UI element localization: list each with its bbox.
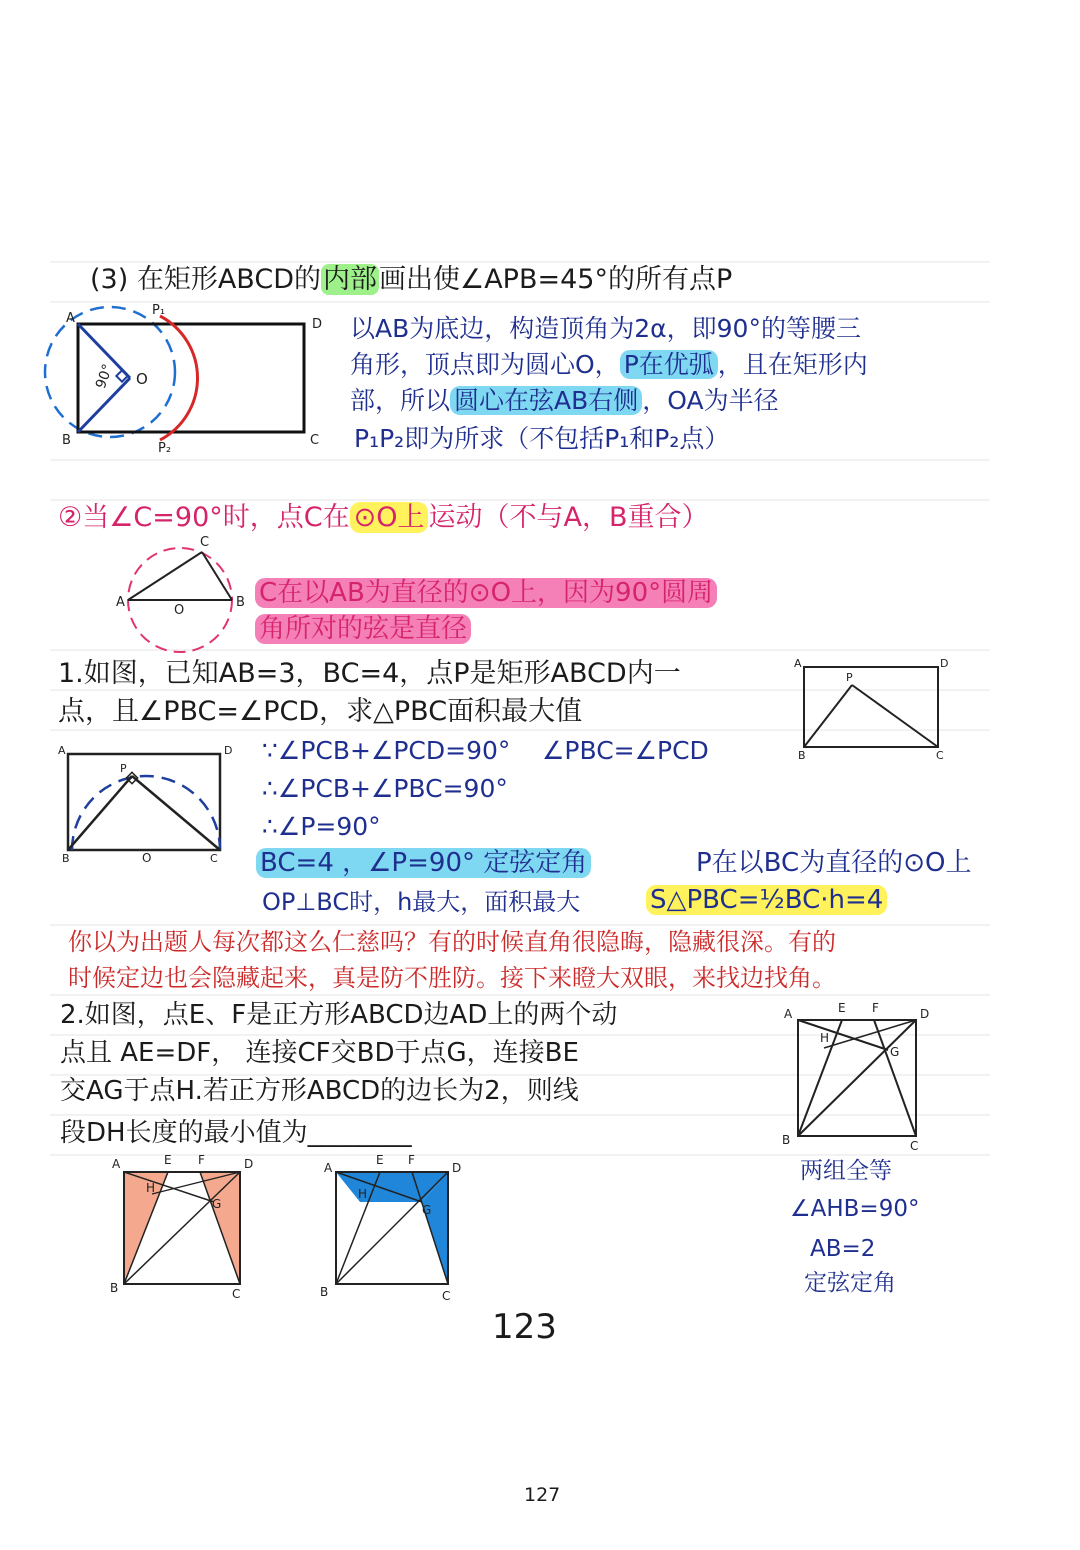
problem2-side-line2: ∠AHB=90° bbox=[790, 1196, 920, 1222]
svg-text:B: B bbox=[110, 1281, 119, 1295]
problem1-text-line1: 1.如图，已知AB=3，BC=4，点P是矩形ABCD内一 bbox=[58, 658, 681, 689]
svg-text:E: E bbox=[164, 1153, 172, 1167]
section3-title: (3) 在矩形ABCD的内部画出使∠APB=45°的所有点P bbox=[90, 264, 733, 295]
label-b: B bbox=[62, 433, 71, 448]
problem1-solution-line1b: ∠PBC=∠PCD bbox=[542, 736, 709, 765]
remark-line1: 你以为出题人每次都这么仁慈吗？有的时候直角很隐晦，隐藏很深。有的 bbox=[68, 928, 836, 956]
svg-text:B: B bbox=[236, 595, 245, 610]
svg-text:H: H bbox=[358, 1187, 368, 1201]
section2-figure bbox=[110, 534, 250, 654]
problem2-figure-right bbox=[778, 998, 938, 1158]
section3-note-line1: 以AB为底边，构造顶角为2α，即90°的等腰三 bbox=[350, 314, 861, 343]
problem2-side-line3: AB=2 bbox=[810, 1236, 876, 1262]
problem1-solution-line2: ∴∠PCB+∠PBC=90° bbox=[262, 774, 508, 803]
svg-text:A: A bbox=[794, 657, 802, 670]
svg-text:F: F bbox=[198, 1153, 205, 1167]
problem2-figure-blue bbox=[312, 1150, 472, 1303]
problem1-solution-line5: OP⊥BC时，h最大，面积最大 bbox=[262, 888, 581, 916]
problem1-figure-left bbox=[50, 740, 240, 865]
svg-text:E: E bbox=[838, 1001, 846, 1015]
problem2-text-line3: 交AG于点H.若正方形ABCD的边长为2，则线 bbox=[60, 1076, 579, 1106]
svg-text:C: C bbox=[442, 1289, 451, 1303]
remark-line2: 时候定边也会隐藏起来，真是防不胜防。接下来瞪大双眼，来找边找角。 bbox=[68, 964, 836, 992]
svg-text:A: A bbox=[112, 1157, 121, 1171]
svg-text:C: C bbox=[210, 852, 218, 865]
svg-text:C: C bbox=[936, 749, 944, 762]
svg-text:C: C bbox=[200, 535, 210, 550]
handwritten-page-number: 123 bbox=[492, 1307, 557, 1347]
problem2-figure-orange bbox=[104, 1150, 264, 1300]
svg-text:H: H bbox=[820, 1031, 830, 1045]
svg-text:A: A bbox=[116, 595, 125, 610]
svg-text:C: C bbox=[910, 1139, 919, 1153]
arc-p1p2 bbox=[160, 316, 198, 440]
label-o: O bbox=[136, 370, 148, 388]
label-p1: P₁ bbox=[152, 303, 166, 318]
svg-text:P: P bbox=[846, 671, 853, 684]
label-d: D bbox=[312, 317, 323, 332]
problem2-text-line1: 2.如图，点E、F是正方形ABCD边AD上的两个动 bbox=[60, 1000, 618, 1030]
svg-text:A: A bbox=[58, 744, 66, 757]
label-p2: P₂ bbox=[158, 441, 172, 456]
svg-text:D: D bbox=[224, 744, 233, 757]
label-c: C bbox=[310, 433, 320, 448]
page-number: 127 bbox=[524, 1484, 561, 1506]
problem2-text-line2: 点且 AE=DF， 连接CF交BD于点G，连接BE bbox=[60, 1038, 579, 1068]
svg-text:B: B bbox=[782, 1133, 791, 1147]
problem1-area-result: S△PBC=½BC·h=4 bbox=[646, 887, 887, 913]
svg-text:D: D bbox=[940, 657, 949, 670]
section3-figure bbox=[40, 300, 340, 460]
section3-note-line4: P₁P₂即为所求（不包括P₁和P₂点） bbox=[354, 424, 730, 453]
svg-text:D: D bbox=[452, 1161, 462, 1175]
section2-title: ②当∠C=90°时，点C在 ⊙O上 运动（不与A，B重合） bbox=[58, 502, 709, 533]
svg-text:A: A bbox=[784, 1007, 793, 1021]
svg-text:H: H bbox=[146, 1181, 156, 1195]
svg-text:O: O bbox=[142, 851, 152, 865]
svg-text:B: B bbox=[798, 749, 806, 762]
problem1-figure-right bbox=[790, 655, 950, 765]
svg-text:B: B bbox=[320, 1285, 329, 1299]
svg-text:D: D bbox=[244, 1157, 254, 1171]
svg-text:C: C bbox=[232, 1287, 241, 1301]
label-a: A bbox=[66, 311, 75, 326]
svg-text:P: P bbox=[120, 762, 127, 775]
svg-text:E: E bbox=[376, 1153, 384, 1167]
section2-note-line1: C在以AB为直径的⊙O上，因为90°圆周 bbox=[255, 580, 717, 606]
problem2-text-line4: 段DH长度的最小值为________ bbox=[60, 1118, 412, 1148]
svg-text:A: A bbox=[324, 1161, 333, 1175]
section3-note-line2: 角形，顶点即为圆心O， P在优弧 ，且在矩形内 bbox=[350, 350, 868, 379]
problem1-solution-line4: BC=4 ，∠P=90° 定弦定角 bbox=[256, 850, 591, 876]
svg-text:G: G bbox=[212, 1197, 222, 1211]
problem2-side-line1: 两组全等 bbox=[800, 1158, 892, 1184]
svg-text:F: F bbox=[872, 1001, 879, 1015]
section2-note-line2: 角所对的弦是直径 bbox=[255, 616, 471, 642]
svg-text:G: G bbox=[890, 1045, 900, 1059]
label-90: 90° bbox=[92, 362, 117, 391]
svg-text:O: O bbox=[174, 603, 185, 618]
svg-text:G: G bbox=[422, 1203, 432, 1217]
svg-text:B: B bbox=[62, 852, 70, 865]
problem1-solution-line1a: ∵∠PCB+∠PCD=90° bbox=[262, 736, 511, 765]
problem1-text-line2: 点，且∠PBC=∠PCD，求△PBC面积最大值 bbox=[58, 696, 583, 727]
problem1-solution-line3: ∴∠P=90° bbox=[262, 812, 381, 841]
problem2-side-line4: 定弦定角 bbox=[804, 1270, 896, 1296]
problem1-solution-line4-post: P在以BC为直径的⊙O上 bbox=[696, 848, 972, 878]
svg-text:F: F bbox=[408, 1153, 415, 1167]
section3-note-line3: 部，所以 圆心在弦AB右侧 ，OA为半径 bbox=[350, 386, 779, 415]
svg-text:D: D bbox=[920, 1007, 930, 1021]
